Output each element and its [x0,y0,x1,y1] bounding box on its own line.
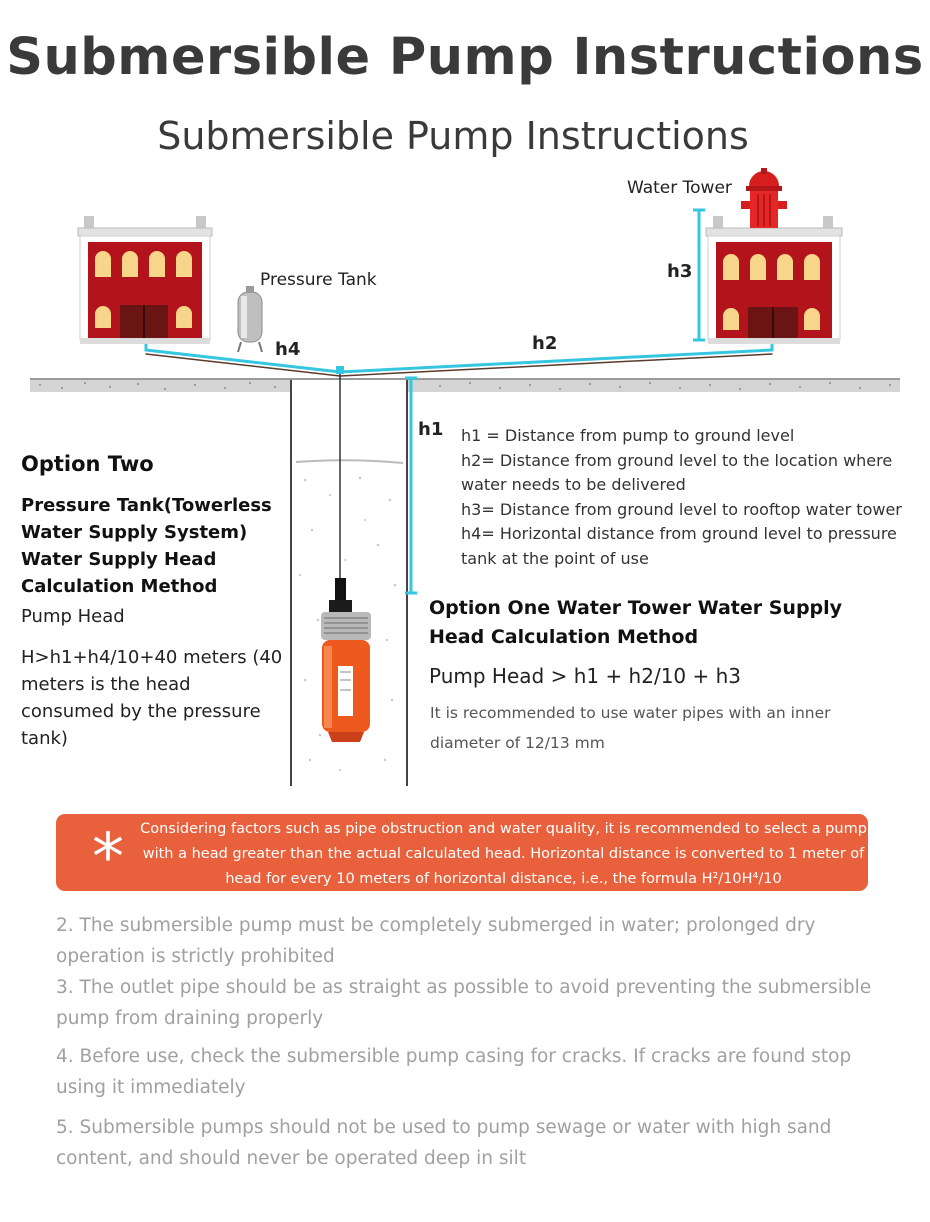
height-definitions [461,424,929,571]
definition-h2: h2= Distance from ground level to the location where water needs to be delivered [461,450,893,494]
h4-label: h4 [275,339,301,360]
pressure-tank-label: Pressure Tank [260,270,377,290]
right-building [706,216,842,344]
note-item: 3. The outlet pipe should be as straight as possible to avoid preventing the submersible pump from draining properly [56,977,872,1029]
ground [30,378,900,392]
water-tower-label: Water Tower [627,178,732,198]
page-title: Submersible Pump Instructions [6,28,924,87]
option-two-title: Option Two [21,452,154,476]
definition-h3: h3= Distance from ground level to rooftop water tower [461,499,902,519]
option-one-note: It is recommended to use water pipes with an inner diameter of 12/13 mm [430,704,831,752]
note-item: 2. The submersible pump must be completely submerged in water; prolonged dry operation is strictly prohibited [56,915,816,967]
usage-notes [56,910,906,1182]
option-two-formula: H>h1+h4/10+40 meters (40 meters is the head consumed by the pressure tank) [21,647,283,749]
note-item: 4. Before use, check the submersible pump casing for cracks. If cracks are found stop using it immediately [56,1046,852,1098]
h3-label: h3 [667,261,693,282]
h1-label: h1 [418,419,444,440]
water-tower [741,168,787,228]
note-item: 5. Submersible pumps should not be used to pump sewage or water with high sand content, and should never be operated deep in silt [56,1117,832,1169]
pressure-tank [238,286,262,352]
warning-text: Considering factors such as pipe obstruction and water quality, it is recommended to select a pump with a head greater than the actual calculated head. Horizontal distance is converted to 1 meter of head for every 10 meters of horizontal distance, i.e., the formula H²/10H⁴/10 [140,821,867,887]
definition-h1: h1 = Distance from pump to ground level [461,426,795,445]
option-one-formula: Pump Head > h1 + h2/10 + h3 [429,664,742,688]
left-building [78,216,212,344]
asterisk-icon: * [92,821,124,895]
option-one-title: Option One Water Tower Water Supply Head Calculation Method [429,597,843,648]
h2-label: h2 [532,333,558,354]
option-two-subtitle: Pressure Tank(Towerless Water Supply System) Water Supply Head Calculation Method [21,495,272,597]
option-two-pump-head-label: Pump Head [21,606,125,627]
page-subtitle: Submersible Pump Instructions [157,114,749,158]
definition-h4: h4= Horizontal distance from ground level to pressure tank at the point of use [461,524,897,568]
